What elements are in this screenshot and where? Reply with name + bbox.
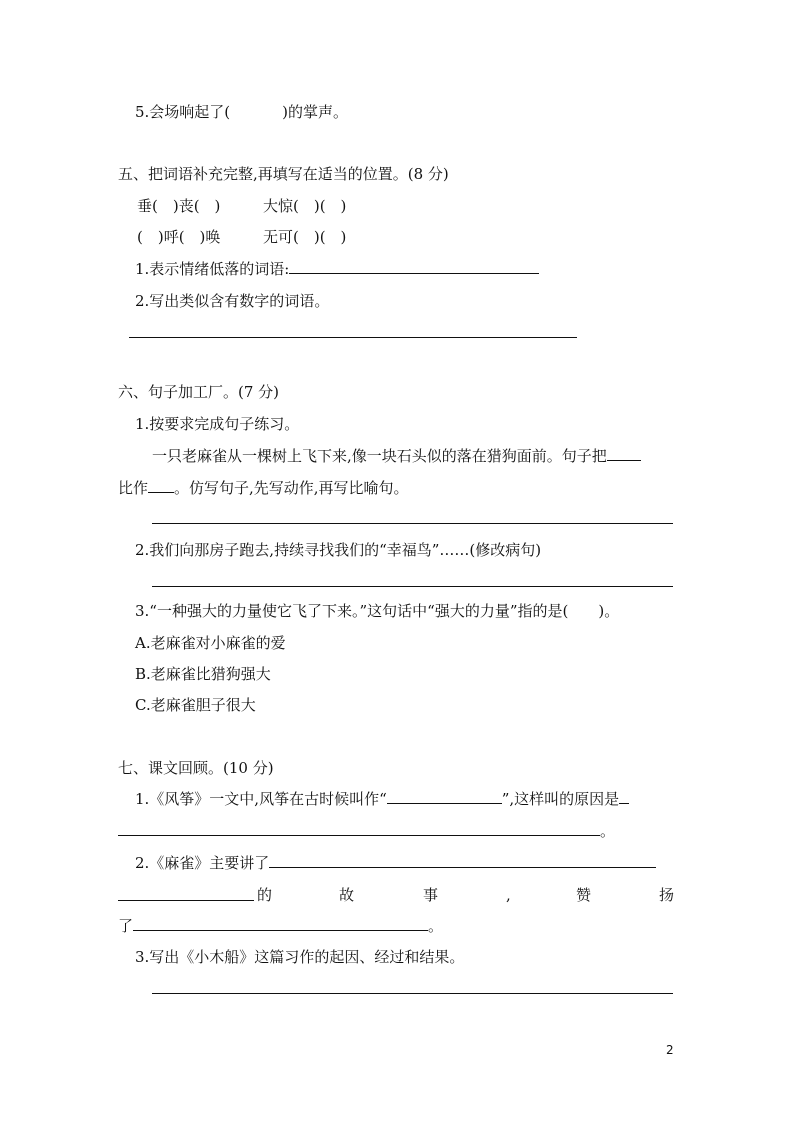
q7-item2-blank1-cont[interactable] [118,900,254,901]
q7-item2-line3 [118,916,443,936]
q7-item1-blank1[interactable] [387,789,502,804]
q7-item1-period: 。 [600,822,616,840]
q7-item3: 3.写出《小木船》这篇习作的起因、经过和结果。 [135,948,465,966]
q7-item1-line1 [135,789,629,809]
q6-sentence-blank1[interactable] [607,446,641,461]
q5-title: 五、把词语补充完整,再填写在适当的位置。(8 分) [118,165,449,183]
page-number: 2 [666,1043,674,1057]
q7-item2-char-1: 的 [257,886,273,904]
q7-item1-line2 [118,821,615,841]
q6-sentence-line1 [152,446,641,466]
q7-item3-answer-line[interactable] [152,993,673,994]
q7-item1-text-b: ”,这样叫的原因是 [501,790,620,808]
q5-row1-word-a[interactable]: 垂( )丧( ) [137,197,221,215]
q4-item5-after: )的掌声。 [282,103,349,121]
q6-sentence-blank2[interactable] [148,478,174,493]
q6-sentence-p1: 一只老麻雀从一棵树上飞下来,像一块石头似的落在猎狗面前。句子把 [152,447,607,465]
q5-item1 [135,259,539,279]
q7-item2-char-5: 赞 [576,886,592,904]
q7-item2-char-3: 事 [423,886,439,904]
q6-item3: 3.“一种强大的力量使它飞了下来。”这句话中“强大的力量”指的是( )。 [135,602,620,620]
q6-title: 六、句子加工厂。(7 分) [118,383,280,401]
q4-item5-before: 5.会场响起了( [135,103,231,121]
q7-item1-blank2-start[interactable] [619,789,629,804]
q7-item2-line1 [135,853,656,873]
q5-item2-answer-line[interactable] [129,337,577,338]
q7-item2-text-c: 了 [118,917,134,935]
q7-item2-char-4: , [506,886,511,904]
q7-title: 七、课文回顾。(10 分) [118,759,274,777]
q7-item2-period: 。 [428,917,444,935]
q6-sentence-line2 [118,478,409,498]
q5-item2: 2.写出类似含有数字的词语。 [135,292,330,310]
q7-item1-blank2[interactable] [118,821,600,836]
q4-item5 [135,102,348,122]
q6-item1: 1.按要求完成句子练习。 [135,415,300,433]
q5-item1-text: 1.表示情绪低落的词语: [135,260,290,278]
q7-item2-blank2[interactable] [133,916,428,931]
q6-sentence-p2b: 。仿写句子,先写动作,再写比喻句。 [174,479,409,497]
q5-row2-word-a[interactable]: ( )呼( )唤 [137,228,221,246]
q6-option-b[interactable]: B.老麻雀比猎狗强大 [135,665,271,683]
q6-option-c[interactable]: C.老麻雀胆子很大 [135,696,256,714]
q7-item2-text-a: 2.《麻雀》主要讲了 [135,854,270,872]
q6-option-a[interactable]: A.老麻雀对小麻雀的爱 [135,634,286,652]
q6-item2: 2.我们向那房子跑去,持续寻找我们的“幸福鸟”……(修改病句) [135,541,542,559]
q7-item1-text-a: 1.《风筝》一文中,风筝在古时候叫作“ [135,790,387,808]
q6-item2-answer-line[interactable] [152,586,673,587]
q7-item2-blank1[interactable] [269,853,656,868]
q6-sentence-p2a: 比作 [118,479,149,497]
q5-row2-word-b[interactable]: 无可( )( ) [263,228,347,246]
q5-item1-answer-line[interactable] [289,259,539,274]
q6-item1-answer-line[interactable] [152,523,673,524]
q7-item2-char-6: 扬 [659,886,675,904]
q7-item2-char-2: 故 [339,886,355,904]
q5-row1-word-b[interactable]: 大惊( )( ) [263,197,347,215]
